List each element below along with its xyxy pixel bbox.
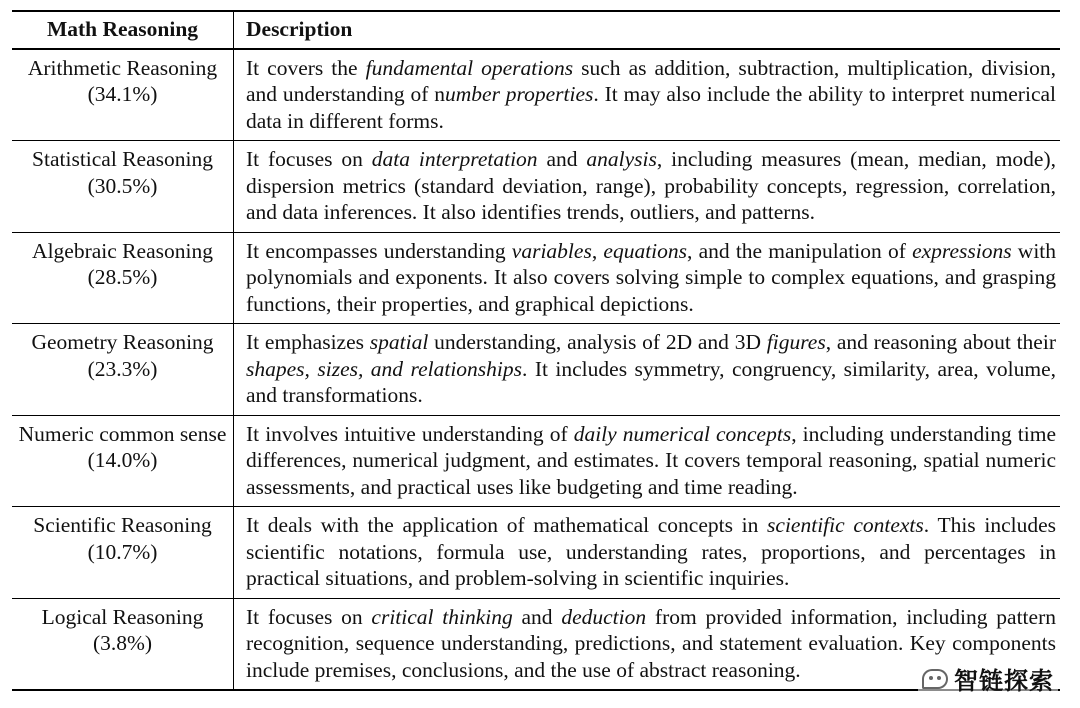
description-emphasis: fundamental operations	[365, 55, 574, 80]
description-text: such as addition, subtraction, multiplication, division, and understanding of n	[246, 55, 1057, 106]
description-text: , and the manipulation of	[687, 238, 913, 263]
description-emphasis: spatial	[369, 330, 429, 354]
category-percent: (28.5%)	[87, 265, 158, 289]
description-text: It focuses on	[246, 604, 372, 629]
description-text: , including understanding time differences, numerical judgment, and estimates. It covers temporal reasoning, spatial numeric assessments, and practical uses like budgeting and time reading.	[246, 421, 1056, 499]
description-text: , and reasoning about their	[825, 330, 1056, 354]
description-text: It encompasses understanding	[246, 238, 512, 263]
table-row	[12, 232, 1060, 324]
category-name: Geometry Reasoning	[31, 330, 214, 354]
description-emphasis: equations	[603, 238, 688, 263]
category-cell	[12, 507, 234, 598]
table-row	[12, 415, 1060, 507]
description-text: It covers the	[246, 55, 366, 80]
category-cell	[12, 50, 234, 141]
description-text: , including measures (mean, median, mode), dispersion metrics (standard deviation, range), probability concepts, regression, correlation, and data inferences. It also identifies trends, outliers, and patterns.	[246, 147, 1056, 224]
chat-bubble-icon	[922, 669, 948, 689]
category-cell	[12, 233, 234, 324]
description-cell	[234, 50, 1060, 141]
description-text: It emphasizes	[246, 330, 370, 354]
category-name: Algebraic Reasoning	[32, 238, 213, 263]
category-percent: (3.8%)	[92, 631, 153, 655]
description-text: It focuses on	[246, 147, 372, 171]
description-emphasis: scientific contexts	[767, 513, 924, 537]
description-emphasis: deduction	[561, 604, 647, 629]
watermark	[918, 661, 1058, 696]
table-body	[12, 49, 1060, 690]
description-text: and	[537, 147, 587, 171]
description-text: with polynomials and exponents. It also covers solving simple to complex equations, and grasping functions, their properties, and graphical depictions.	[246, 238, 1057, 316]
table-header-row	[12, 12, 1060, 49]
description-cell	[234, 324, 1060, 415]
watermark-text: 智链探索	[954, 667, 1054, 695]
header-description: Description	[246, 17, 353, 41]
description-emphasis: figures	[766, 330, 826, 354]
description-cell	[234, 416, 1060, 507]
header-category: Math Reasoning	[12, 12, 234, 48]
category-cell	[12, 141, 234, 232]
description-emphasis: analysis	[586, 147, 657, 171]
table-row	[12, 598, 1060, 690]
table-row	[12, 140, 1060, 232]
table-row	[12, 49, 1060, 141]
math-reasoning-table	[12, 10, 1060, 691]
description-emphasis: shapes, sizes, and relationships	[246, 356, 522, 381]
category-cell	[12, 416, 234, 507]
description-emphasis: expressions	[912, 238, 1012, 263]
description-text: . This includes scientific notations, formula use, understanding rates, proportions, and percentages in practical situations, and problem-solving in scientific inquiries.	[246, 513, 1056, 590]
table-row	[12, 323, 1060, 415]
description-emphasis: critical thinking	[371, 604, 513, 629]
category-percent: (34.1%)	[87, 82, 158, 106]
description-text: . It includes symmetry, congruency, similarity, area, volume, and transformations.	[246, 356, 1056, 407]
description-text: It deals with the application of mathematical concepts in	[246, 513, 768, 537]
category-name: Numeric common sense	[18, 421, 227, 446]
category-percent: (10.7%)	[87, 539, 158, 564]
category-cell	[12, 324, 234, 415]
description-emphasis: daily numerical concepts	[573, 421, 792, 446]
category-percent: (14.0%)	[87, 448, 158, 472]
description-emphasis: data interpretation	[371, 147, 538, 171]
description-text: understanding, analysis of 2D and 3D	[428, 330, 767, 354]
description-cell	[234, 141, 1060, 232]
description-text: and	[512, 604, 562, 629]
description-cell	[234, 507, 1060, 598]
description-emphasis: umber properties	[445, 82, 594, 106]
description-text: from provided information, including pattern recognition, sequence understanding, predictions, and statement evaluation. Key components include premises, conclusions, and the use of abstract reasoning.	[246, 604, 1056, 682]
description-text: It involves intuitive understanding of	[246, 421, 574, 446]
category-name: Arithmetic Reasoning	[27, 55, 218, 80]
category-percent: (23.3%)	[87, 356, 158, 381]
table-row	[12, 506, 1060, 598]
description-text: . It may also include the ability to interpret numerical data in different forms.	[246, 82, 1056, 133]
category-name: Logical Reasoning	[41, 604, 204, 629]
category-name: Statistical Reasoning	[32, 147, 213, 171]
description-cell	[234, 233, 1060, 324]
category-percent: (30.5%)	[87, 173, 158, 198]
description-emphasis: variables	[511, 238, 592, 263]
description-text: ,	[591, 238, 604, 263]
category-name: Scientific Reasoning	[33, 513, 212, 537]
category-cell	[12, 599, 234, 690]
